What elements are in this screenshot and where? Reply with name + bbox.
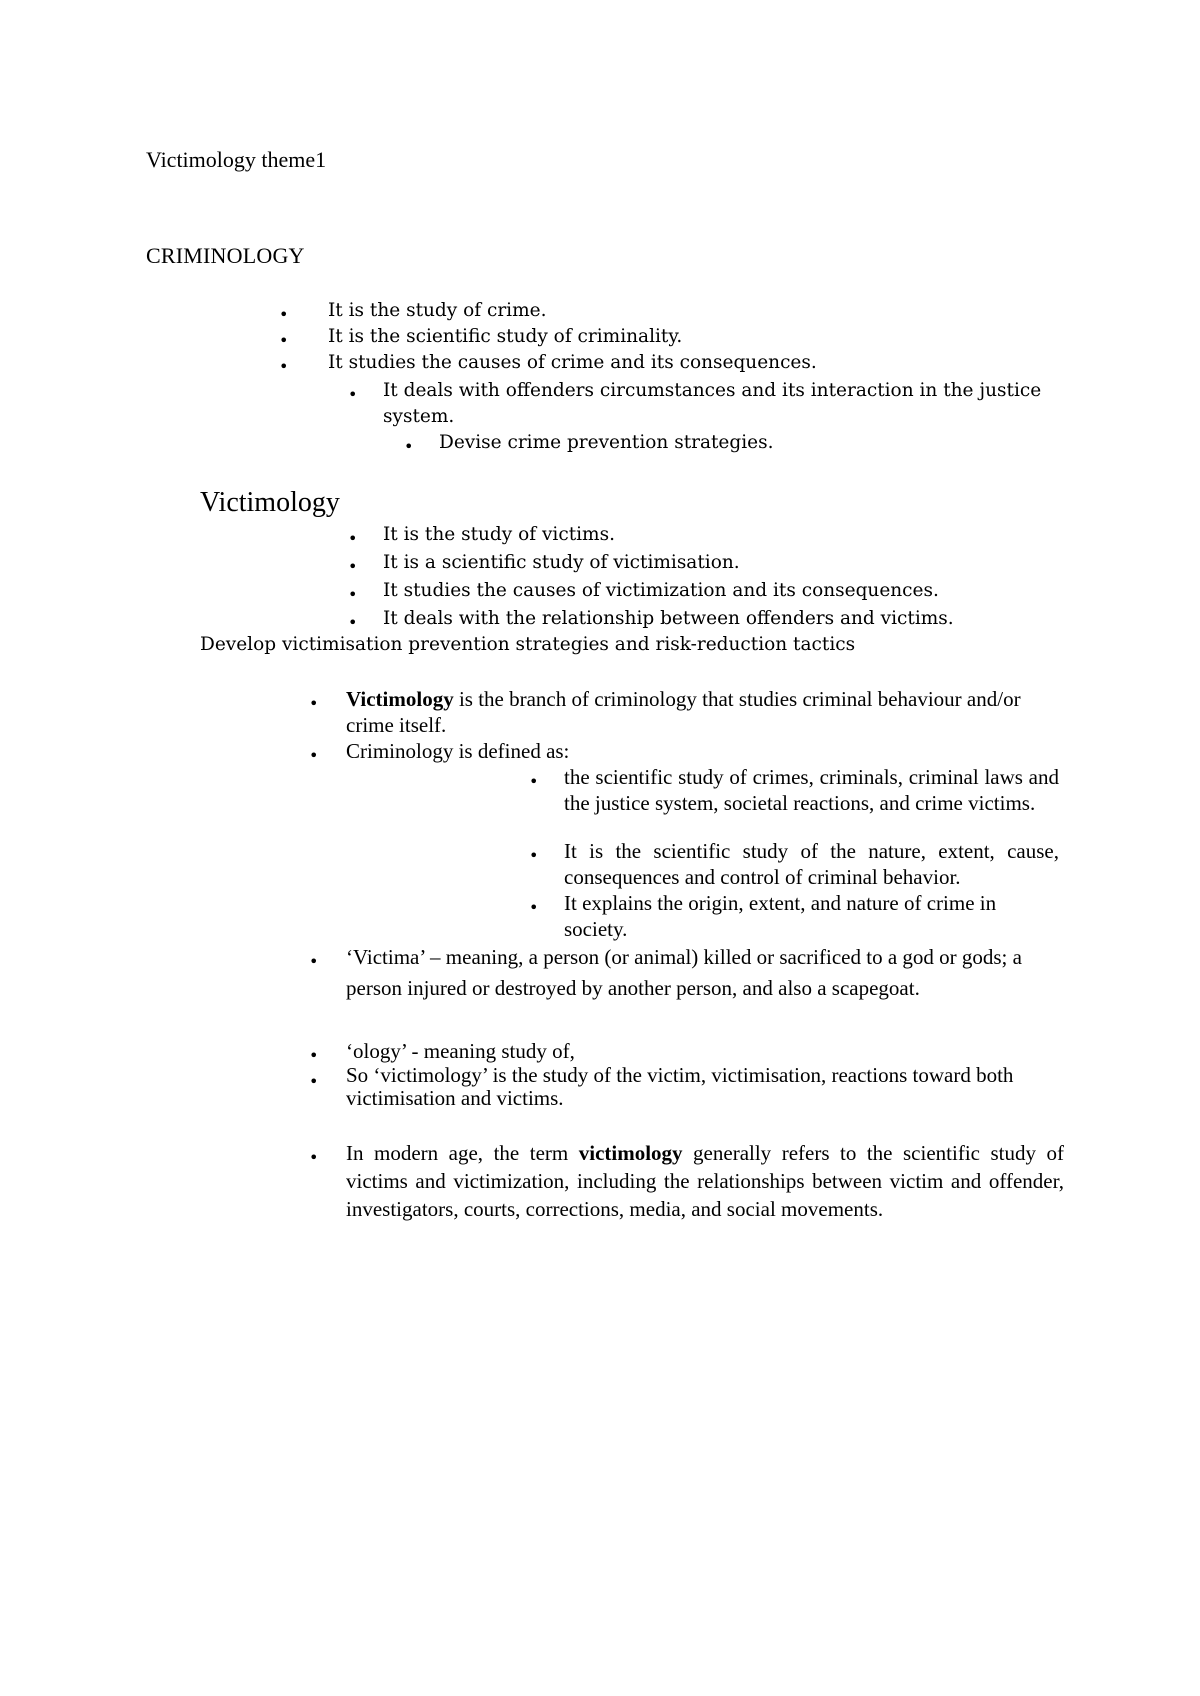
bullet-icon: • [309, 1148, 319, 1167]
ology-meaning: ‘ology’ - meaning study of, [346, 1039, 575, 1063]
modern-age-definition [346, 1139, 1064, 1223]
criminology-sub-sub-point: Devise crime prevention strategies. [439, 432, 774, 453]
bullet-icon: • [529, 898, 539, 917]
bullet-icon: • [348, 585, 358, 604]
criminology-definition: It is the scientific study of the nature, extent, cause, consequences and control of criminal behavior. [564, 839, 1059, 889]
bullet-icon: • [404, 437, 414, 456]
develop-strategies-line: Develop victimisation prevention strategies and risk-reduction tactics [200, 634, 856, 655]
criminology-defined-as: Criminology is defined as: [346, 739, 570, 763]
criminology-sub-point-line2: system. [383, 406, 455, 427]
criminology-point: It is the scientific study of criminality. [328, 326, 683, 347]
so-victimology: So ‘victimology’ is the study of the victim, victimisation, reactions toward both victimisation and victims. [346, 1063, 1014, 1110]
bullet-icon: • [309, 694, 319, 713]
definition-text: is the branch of criminology that studies criminal behaviour and/or crime itself. [346, 687, 1021, 737]
bullet-icon: • [529, 846, 539, 865]
criminology-heading: CRIMINOLOGY [146, 243, 305, 268]
bullet-icon: • [279, 357, 289, 376]
criminology-point: It is the study of crime. [328, 300, 547, 321]
victimology-point: It is the study of victims. [383, 524, 615, 545]
bullet-icon: • [348, 529, 358, 548]
modern-term: victimology [578, 1141, 683, 1165]
victimology-point: It studies the causes of victimization and its consequences. [383, 580, 939, 601]
victima-meaning: ‘Victima’ – meaning, a person (or animal) killed or sacrificed to a god or gods; a person injured or destroyed by another person, and also a scapegoat. [346, 945, 1022, 1000]
definition-term: Victimology [346, 687, 454, 711]
bullet-icon: • [309, 952, 319, 971]
bullet-icon: • [309, 1046, 319, 1065]
bullet-icon: • [348, 385, 358, 404]
criminology-point: It studies the causes of crime and its consequences. [328, 352, 817, 373]
bullet-icon: • [348, 557, 358, 576]
modern-prefix: In modern age, the term [346, 1141, 579, 1165]
victimology-heading: Victimology [200, 487, 340, 518]
modern-text: generally refers to the scientific study of victims and victimization, including the relationships between victim and offender, investigators, courts, corrections, media, and social movements. [346, 1141, 1065, 1221]
bullet-icon: • [279, 305, 289, 324]
victimology-point: It deals with the relationship between offenders and victims. [383, 608, 954, 629]
document-title: Victimology theme1 [146, 147, 327, 172]
bullet-icon: • [309, 1072, 319, 1091]
bullet-icon: • [279, 331, 289, 350]
bullet-icon: • [348, 613, 358, 632]
bullet-icon: • [529, 772, 539, 791]
bullet-icon: • [309, 746, 319, 765]
criminology-sub-point-line1: It deals with offenders circumstances and its interaction in the justice [383, 380, 1042, 401]
victimology-definition [346, 686, 1056, 738]
criminology-definition: the scientific study of crimes, criminals, criminal laws and the justice system, societal reactions, and crime victims. [564, 765, 1059, 815]
criminology-definition: It explains the origin, extent, and nature of crime in society. [564, 891, 997, 941]
victimology-point: It is a scientific study of victimisation. [383, 552, 740, 573]
